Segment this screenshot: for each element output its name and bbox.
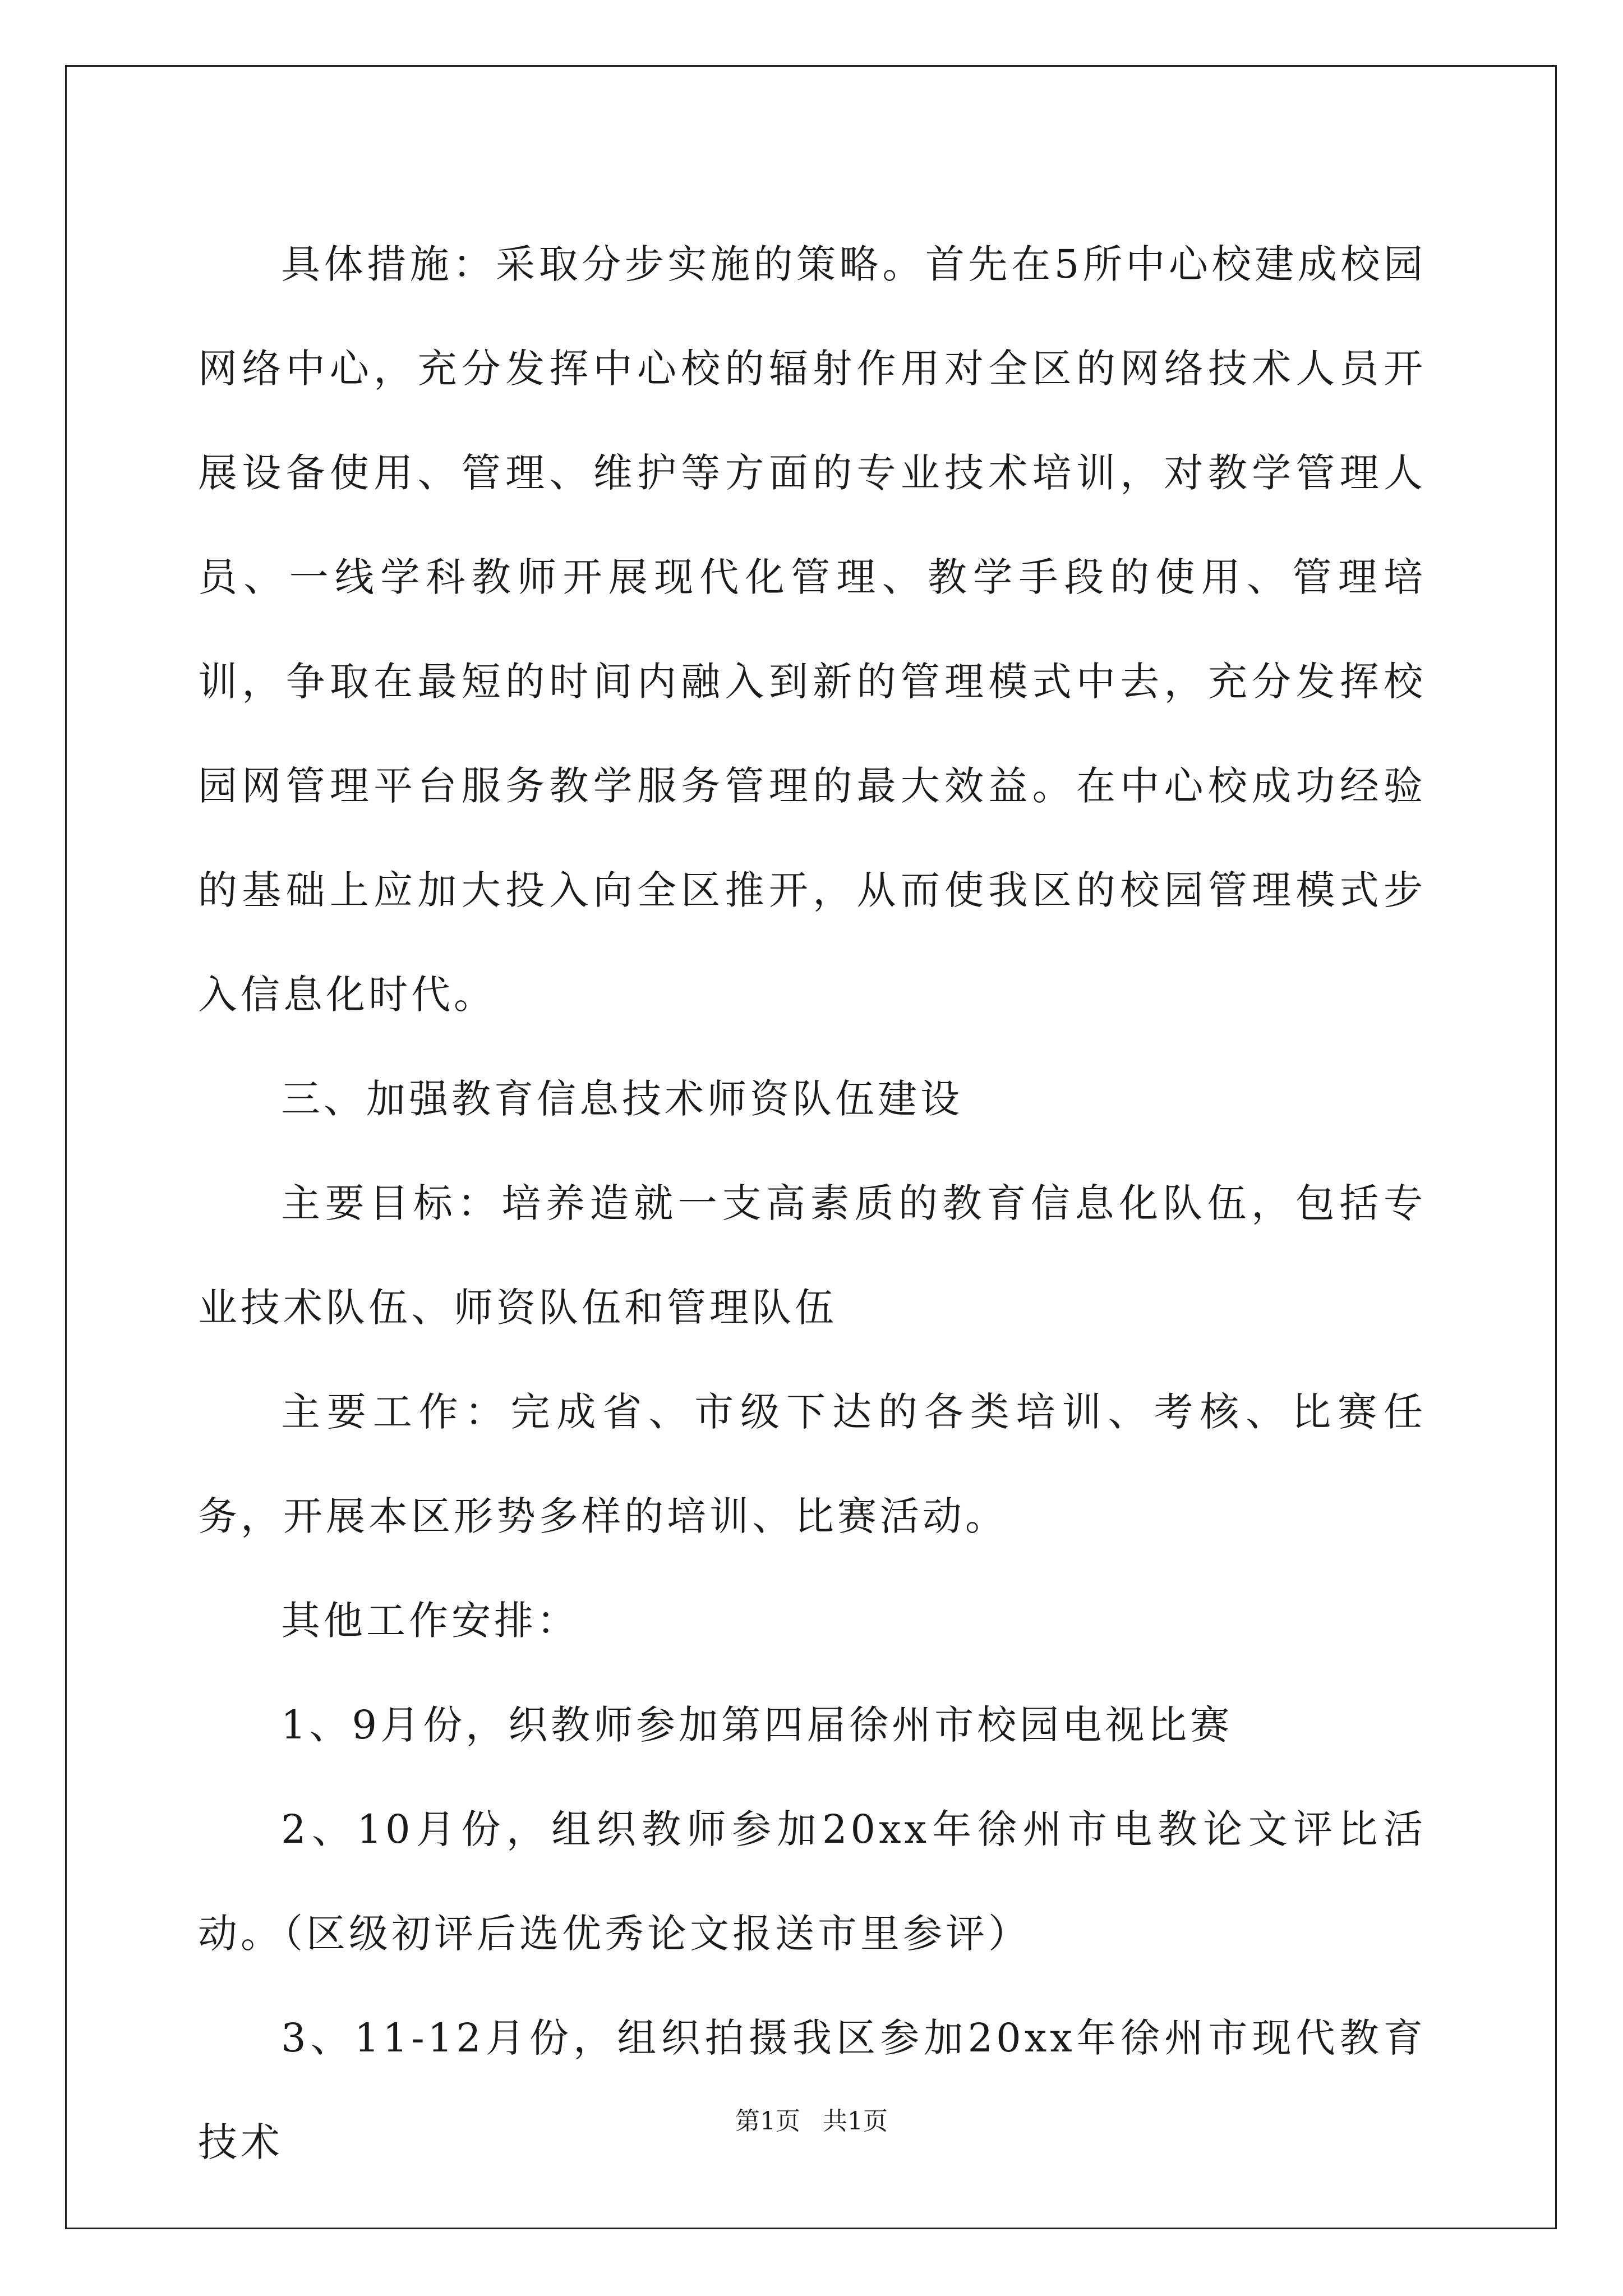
page-total: 共1页 [823,2107,888,2136]
list-item: 2、10月份，组织教师参加20xx年徐州市电教论文评比活动。（区级初评后选优秀论文报送市里参评） [198,1806,1426,1957]
list-item: 1、9月份，织教师参加第四届徐州市校园电视比赛 [281,1702,1233,1748]
paragraph-main-goal: 主要目标：培养造就一支高素质的教育信息化队伍，包括专业技术队伍、师资队伍和管理队伍 [198,1180,1426,1331]
paragraph-other-arrangements: 其他工作安排： [281,1598,579,1644]
list-item: 3、11-12月份，组织拍摄我区参加20xx年徐州市现代教育技术 [198,2015,1426,2165]
page-footer [0,2105,1623,2138]
page-number: 第1页 [735,2107,800,2136]
document-body [198,212,1426,2194]
paragraph-main-work: 主要工作：完成省、市级下达的各类培训、考核、比赛任务，开展本区形势多样的培训、比赛活动。 [198,1389,1426,1539]
paragraph-measures: 具体措施：采取分步实施的策略。首先在5所中心校建成校园网络中心，充分发挥中心校的辐射作用对全区的网络技术人员开展设备使用、管理、维护等方面的专业技术培训，对教学管理人员、一线学科教师开展现代化管理、教学手段的使用、管理培训，争取在最短的时间内融入到新的管理模式中去，充分发挥校园网管理平台服务教学服务管理的最大效益。在中心校成功经验的基础上应加大投入向全区推开，从而使我区的校园管理模式步入信息化时代。 [198,241,1426,1018]
section-heading: 三、加强教育信息技术师资队伍建设 [281,1076,963,1122]
